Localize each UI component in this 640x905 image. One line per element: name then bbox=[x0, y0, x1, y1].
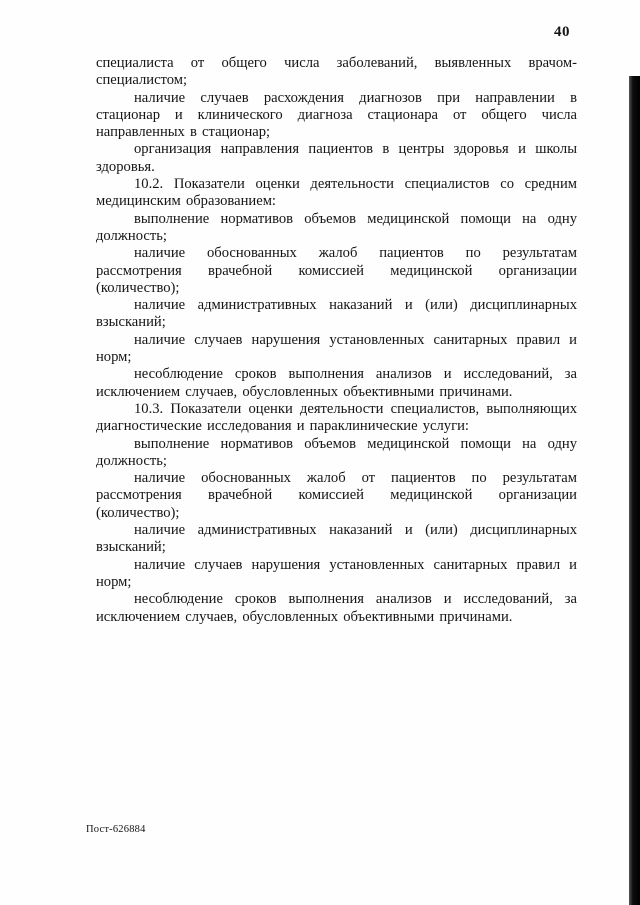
paragraph: наличие случаев нарушения установленных санитарных правил и норм; bbox=[96, 556, 577, 590]
printer-mark: Пост-626884 bbox=[86, 824, 146, 835]
paragraph: наличие обоснованных жалоб от пациентов по результатам рассмотрения врачебной комиссией медицинской организации (количество); bbox=[96, 470, 577, 521]
paragraph: наличие административных наказаний и (или) дисциплинарных взысканий; bbox=[96, 522, 577, 556]
paragraph: наличие случаев нарушения установленных санитарных правил и норм; bbox=[96, 331, 577, 366]
paragraph: наличие случаев расхождения диагнозов при направлении в стационар и клинического диагноза стационара от общего числа направленных в стационар; bbox=[96, 89, 577, 141]
section-heading-10-2: 10.2. Показатели оценки деятельности специалистов со средним медицинским образованием: bbox=[96, 176, 577, 210]
paragraph: наличие обоснованных жалоб пациентов по результатам рассмотрения врачебной комиссией медицинской организации (количество); bbox=[96, 245, 577, 296]
paragraph: несоблюдение сроков выполнения анализов и исследований, за исключением случаев, обусловленных объективными причинами. bbox=[96, 366, 577, 400]
paragraph: специалиста от общего числа заболеваний, выявленных врачом-специалистом; bbox=[96, 55, 577, 89]
text-block bbox=[96, 55, 577, 626]
paragraph: наличие административных наказаний и (или) дисциплинарных взысканий; bbox=[96, 297, 577, 331]
page-number: 40 bbox=[554, 24, 570, 40]
scan-edge-artifact bbox=[629, 76, 640, 905]
paragraph: организация направления пациентов в центры здоровья и школы здоровья. bbox=[96, 141, 577, 175]
paragraph: несоблюдение сроков выполнения анализов и исследований, за исключением случаев, обусловленных объективными причинами. bbox=[96, 591, 577, 625]
paragraph: выполнение нормативов объемов медицинской помощи на одну должность; bbox=[96, 435, 577, 469]
paragraph: выполнение нормативов объемов медицинской помощи на одну должность; bbox=[96, 210, 577, 244]
section-heading-10-3: 10.3. Показатели оценки деятельности специалистов, выполняющих диагностические исследования и параклинические услуги: bbox=[96, 400, 577, 435]
